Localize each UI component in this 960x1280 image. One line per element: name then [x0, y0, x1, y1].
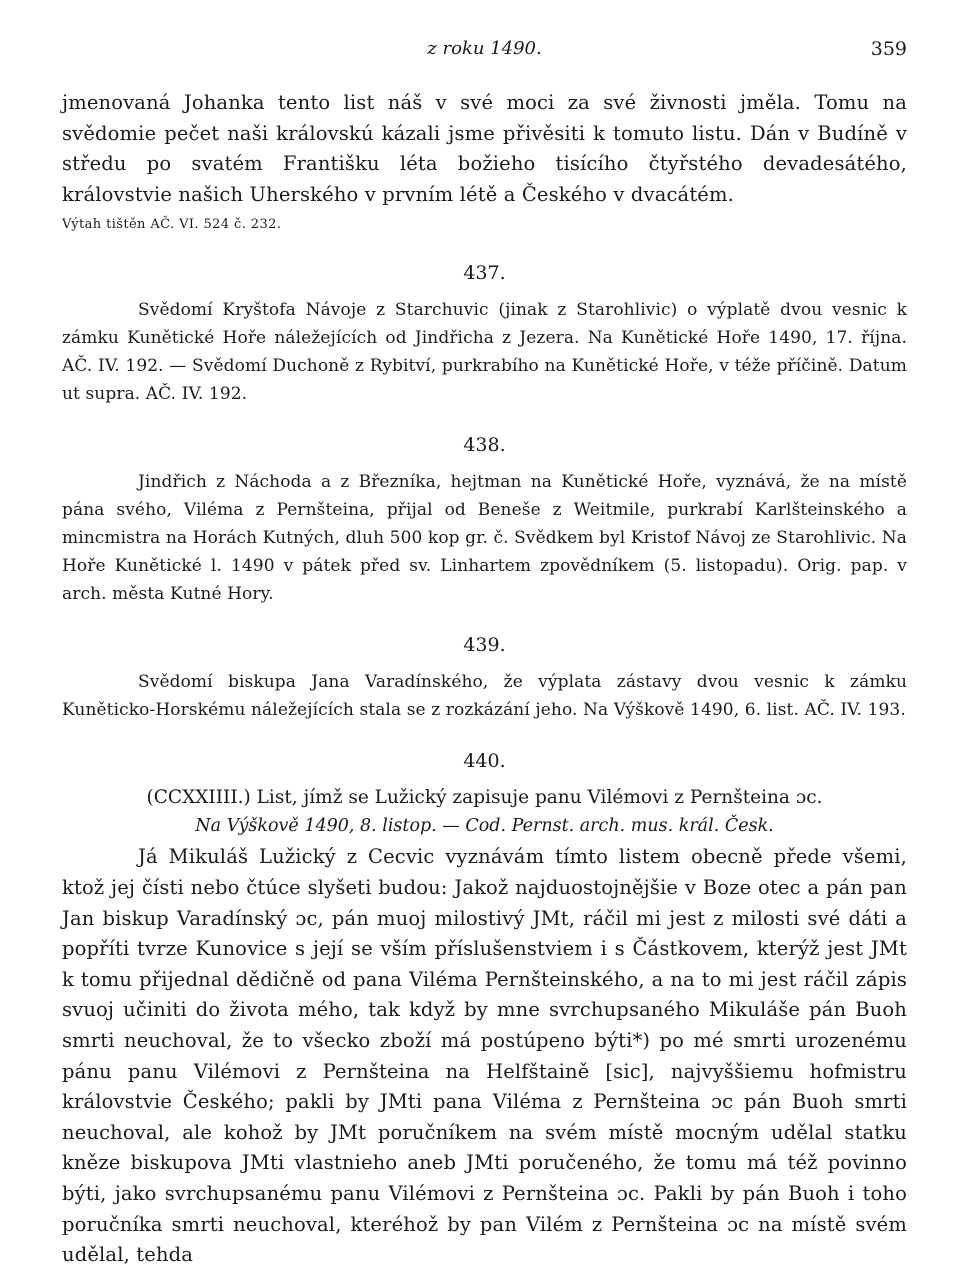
page-header: [62, 38, 907, 68]
document-meta: Na Výškově 1490, 8. listop. — Cod. Pernst. arch. mus. král. Česk.: [195, 816, 774, 837]
page-body: [62, 88, 907, 1271]
entry-text-437: Svědomí Kryštofa Návoje z Starchuvic (jinak z Starohlivic) o výplatě dvou vesnic k zámku Kunětické Hoře náležejících od Jindřicha z Jezera. Na Kunětické Hoře 1490, 17. října. AČ. IV. 192. — Svědomí Duchoně z Rybitví, purkrabího na Kunětické Hoře, v téže příčině. Datum ut supra. AČ. IV. 192.: [62, 300, 907, 405]
source-note: Výtah tištěn AČ. VI. 524 č. 232.: [62, 217, 282, 233]
entry-text-438: Jindřich z Náchoda a z Březníka, hejtman na Kunětické Hoře, vyznává, že na místě pána svého, Viléma z Pernšteina, přijal od Beneše z Weitmile, purkrabí Karlšteinského a mincmistra na Horách Kutných, dluh 500 kop gr. č. Svědkem byl Kristof Návoj ze Starohlivic. Na Hoře Kunětické l. 1490 v pátek před sv. Linhartem zpovědníkem (5. listopadu). Orig. pap. v arch. města Kutné Hory.: [62, 472, 907, 605]
document-text: Já Mikuláš Lužický z Cecvic vyznávám tímto listem obecně přede všemi, ktož jej čísti nebo čtúce slyšeti budou: Jakož najduostojnějšie v Boze otec a pán pan Jan biskup Varadínský ɔc, pán muoj milostivý JMt, ráčil mi jest z milosti své dáti a popříti tvrze Kunovice s její se vším příslušenstviem i s Částkovem, kterýž jest JMt k tomu přijednal dědičně od pana Viléma Pernšteinského, a na to mi jest ráčil zápis svuoj učiniti do života mého, tak když by mne svrchupsaného Mikuláše pán Buoh smrti neuchoval, že to všecko zboží má postúpeno býti*) po mé smrti urozenému pánu panu Vilémovi z Pernšteina na Helfštaině [sic], najvyššiemu hofmistru královstvie Českého; pakli by JMti pana Viléma z Pernšteina ɔc pán Buoh smrti neuchoval, ale kohož by JMt poručníkem na svém místě mocným udělal statku kněze biskupova JMti vlastnieho aneb JMti poručeného, že tomu má též povinno býti, jako svrchupsanému panu Vilémovi z Pernšteina ɔc. Pakli by pán Buoh i toho poručníka smrti neuchoval, kteréhož by pan Vilém z Pernšteina ɔc na místě svém udělal, tehda: [62, 845, 907, 1267]
document-page: [62, 0, 907, 1280]
entry-number-440: 440.: [463, 750, 506, 773]
page-number: 359: [870, 38, 907, 60]
entry-text-439: Svědomí biskupa Jana Varadínského, že výplata zástavy dvou vesnic k zámku Kuněticko-Horskému náležejících stala se z rozkázání jeho. Na Výškově 1490, 6. list. AČ. IV. 193.: [62, 672, 907, 721]
entry-number-437: 437.: [463, 262, 506, 285]
continuation-paragraph: jmenovaná Johanka tento list náš v své moci za své živnosti jměla. Tomu na svědomie pečet naši královskú kázali jsme přivěsiti k tomuto listu. Dán v Budíně v středu po svatém Františku léta božieho tisícího čtyřstého devadesátého, královstvie našich Uherského v prvním létě a Českého v dvacátém.: [62, 91, 907, 206]
entry-number-439: 439.: [463, 634, 506, 657]
document-title: (CCXXIIII.) List, jímž se Lužický zapisuje panu Vilémovi z Pernšteina ɔc.: [146, 787, 823, 809]
running-head: z roku 1490.: [427, 38, 542, 59]
entry-number-438: 438.: [463, 434, 506, 457]
